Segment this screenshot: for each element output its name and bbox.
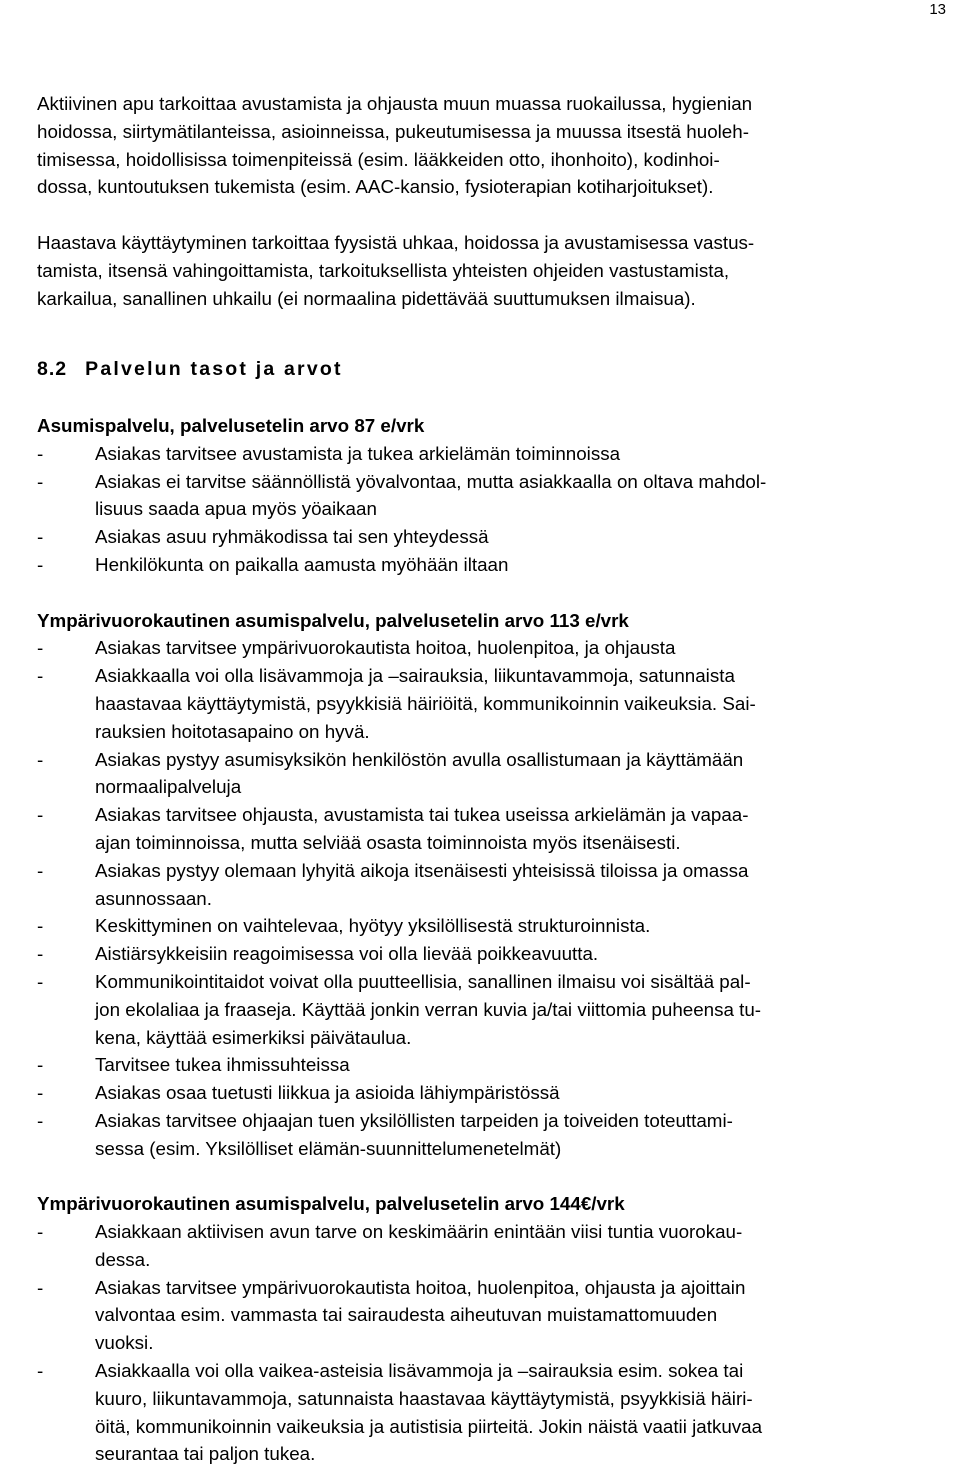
criteria-list — [37, 1218, 931, 1468]
list-dash: - — [37, 526, 44, 548]
list-item — [37, 1357, 931, 1468]
criteria-list — [37, 634, 931, 1162]
service-level-block — [37, 412, 931, 579]
list-item-text: Asiakas tarvitsee ympärivuorokautista hoitoa, huolenpitoa, ohjausta ja ajoittain valvontaa esim. vammasta tai sairaudesta aiheutuvan muistamattomuuden vuoksi. — [95, 1276, 746, 1354]
list-item-text: Asiakas tarvitsee ympärivuorokautista hoitoa, huolenpitoa, ja ohjausta — [95, 637, 676, 659]
criteria-list — [37, 440, 931, 579]
list-item-text: Kommunikointitaidot voivat olla puutteellisia, sanallinen ilmaisu voi sisältää pal- jon ekolaliaa ja fraaseja. Käyttää jonkin verran kuvia ja/tai viittomia puheensa tu- kena, käyttää esimerkiksi päivätaulua. — [95, 970, 762, 1048]
paragraph-challenging-behaviour: Haastava käyttäytyminen tarkoittaa fyysistä uhkaa, hoidossa ja avustamisessa vastus- tamista, itsensä vahingoittamista, tarkoituksellista yhteisten ohjeiden vastustamista, karkailua, sanallinen uhkailu (ei normaalina pidettävää suuttumuksen ilmaisua). — [37, 231, 755, 309]
list-item-text: Asiakas tarvitsee ohjausta, avustamista tai tukea useissa arkielämän ja vapaa- ajan toiminnoissa, mutta selviää osasta toiminnoista myös itsenäisesti. — [95, 804, 749, 853]
list-item — [37, 634, 931, 662]
list-dash: - — [37, 1276, 44, 1298]
service-level-block — [37, 1190, 931, 1468]
list-dash: - — [37, 1082, 44, 1104]
list-item — [37, 523, 931, 551]
list-item — [37, 912, 931, 940]
list-item-text: Asiakas tarvitsee ohjaajan tuen yksilöllisten tarpeiden ja toiveiden toteuttami- sessa (esim. Yksilölliset elämän-suunnittelumenetelmät) — [95, 1109, 733, 1159]
section-title: Palvelun tasot ja arvot — [85, 358, 343, 381]
list-item-text: Asiakas osaa tuetusti liikkua ja asioida lähiympäristössä — [95, 1082, 560, 1104]
list-dash: - — [37, 748, 44, 770]
list-item-text: Asiakkaalla voi olla lisävammoja ja –sairauksia, liikuntavammoja, satunnaista haastavaa käyttäytymistä, psyykkisiä häiriöitä, kommunikoinnin vaikeuksia. Sai- rauksien hoitotasapaino on hyvä. — [95, 665, 756, 742]
list-item-text: Asiakas pystyy asumisyksikön henkilöstön avulla osallistumaan ja käyttämään normaalipalveluja — [95, 748, 744, 798]
list-item-text: Keskittyminen on vaihtelevaa, hyötyy yksilöllisestä strukturoinnista. — [95, 915, 651, 937]
list-item-text: Henkilökunta on paikalla aamusta myöhään iltaan — [95, 553, 509, 575]
list-item-text: Asiakas asuu ryhmäkodissa tai sen yhteydessä — [95, 526, 489, 548]
service-levels — [37, 412, 931, 1468]
list-dash: - — [37, 804, 44, 826]
list-dash: - — [37, 1221, 44, 1243]
list-dash: - — [37, 1360, 44, 1382]
list-dash: - — [37, 553, 44, 575]
list-dash: - — [37, 637, 44, 659]
list-dash: - — [37, 915, 44, 937]
list-item — [37, 1274, 931, 1357]
list-dash: - — [37, 970, 44, 992]
list-dash: - — [37, 859, 44, 881]
list-item — [37, 1051, 931, 1079]
list-dash: - — [37, 442, 44, 464]
list-item — [37, 1107, 931, 1163]
list-dash: - — [37, 943, 44, 965]
list-item — [37, 801, 931, 857]
section-heading — [37, 356, 931, 384]
list-item-text: Tarvitsee tukea ihmissuhteissa — [95, 1054, 350, 1076]
list-item-text: Aistiärsykkeisiin reagoimisessa voi olla lievää poikkeavuutta. — [95, 943, 599, 965]
paragraph-active-assistance: Aktiivinen apu tarkoittaa avustamista ja ohjausta muun muassa ruokailussa, hygienian hoidossa, siirtymätilanteissa, asioinneissa, pukeutumisessa ja muussa itsestä huoleh- timisessa, hoidollisissa toimenpiteissä (esim. lääkkeiden otto, ihonhoito), kodinhoi- dossa, kuntoutuksen tukemista (esim. AAC-kansio, fysioterapian kotiharjoitukset). — [37, 93, 753, 198]
page-number: 13 — [929, 1, 946, 18]
list-item — [37, 662, 931, 745]
list-item — [37, 746, 931, 802]
list-item — [37, 1218, 931, 1274]
list-item — [37, 551, 931, 579]
list-item — [37, 968, 931, 1051]
list-item — [37, 940, 931, 968]
list-item — [37, 1079, 931, 1107]
list-item — [37, 440, 931, 468]
service-level-title: Ympärivuorokautinen asumispalvelu, palvelusetelin arvo 144€/vrk — [37, 1193, 625, 1215]
list-dash: - — [37, 470, 44, 492]
section-number: 8.2 — [37, 358, 68, 381]
list-dash: - — [37, 1109, 44, 1131]
list-item-text: Asiakas pystyy olemaan lyhyitä aikoja itsenäisesti yhteisissä tiloissa ja omassa asunnossaan. — [95, 859, 749, 909]
list-dash: - — [37, 1054, 44, 1076]
document-body — [37, 90, 931, 1468]
service-level-title: Asumispalvelu, palvelusetelin arvo 87 e/vrk — [37, 414, 425, 436]
list-dash: - — [37, 665, 44, 687]
service-level-title: Ympärivuorokautinen asumispalvelu, palvelusetelin arvo 113 e/vrk — [37, 609, 629, 631]
service-level-block — [37, 607, 931, 1163]
list-item — [37, 857, 931, 913]
list-item-text: Asiakkaalla voi olla vaikea-asteisia lisävammoja ja –sairauksia esim. sokea tai kuuro, liikuntavammoja, satunnaista haastavaa käyttäytymistä, psyykkisiä häiri- öitä, kommunikoinnin vaikeuksia ja autistisia piirteitä. Jokin näistä vaatii jatkuvaa seurantaa tai paljon tukea. — [95, 1360, 763, 1465]
list-item-text: Asiakkaan aktiivisen avun tarve on keskimäärin enintään viisi tuntia vuorokau- dessa. — [95, 1221, 743, 1270]
list-item — [37, 468, 931, 524]
list-item-text: Asiakas ei tarvitse säännöllistä yövalvontaa, mutta asiakkaalla on oltava mahdol- lisuus saada apua myös yöaikaan — [95, 470, 767, 520]
list-item-text: Asiakas tarvitsee avustamista ja tukea arkielämän toiminnoissa — [95, 442, 621, 464]
